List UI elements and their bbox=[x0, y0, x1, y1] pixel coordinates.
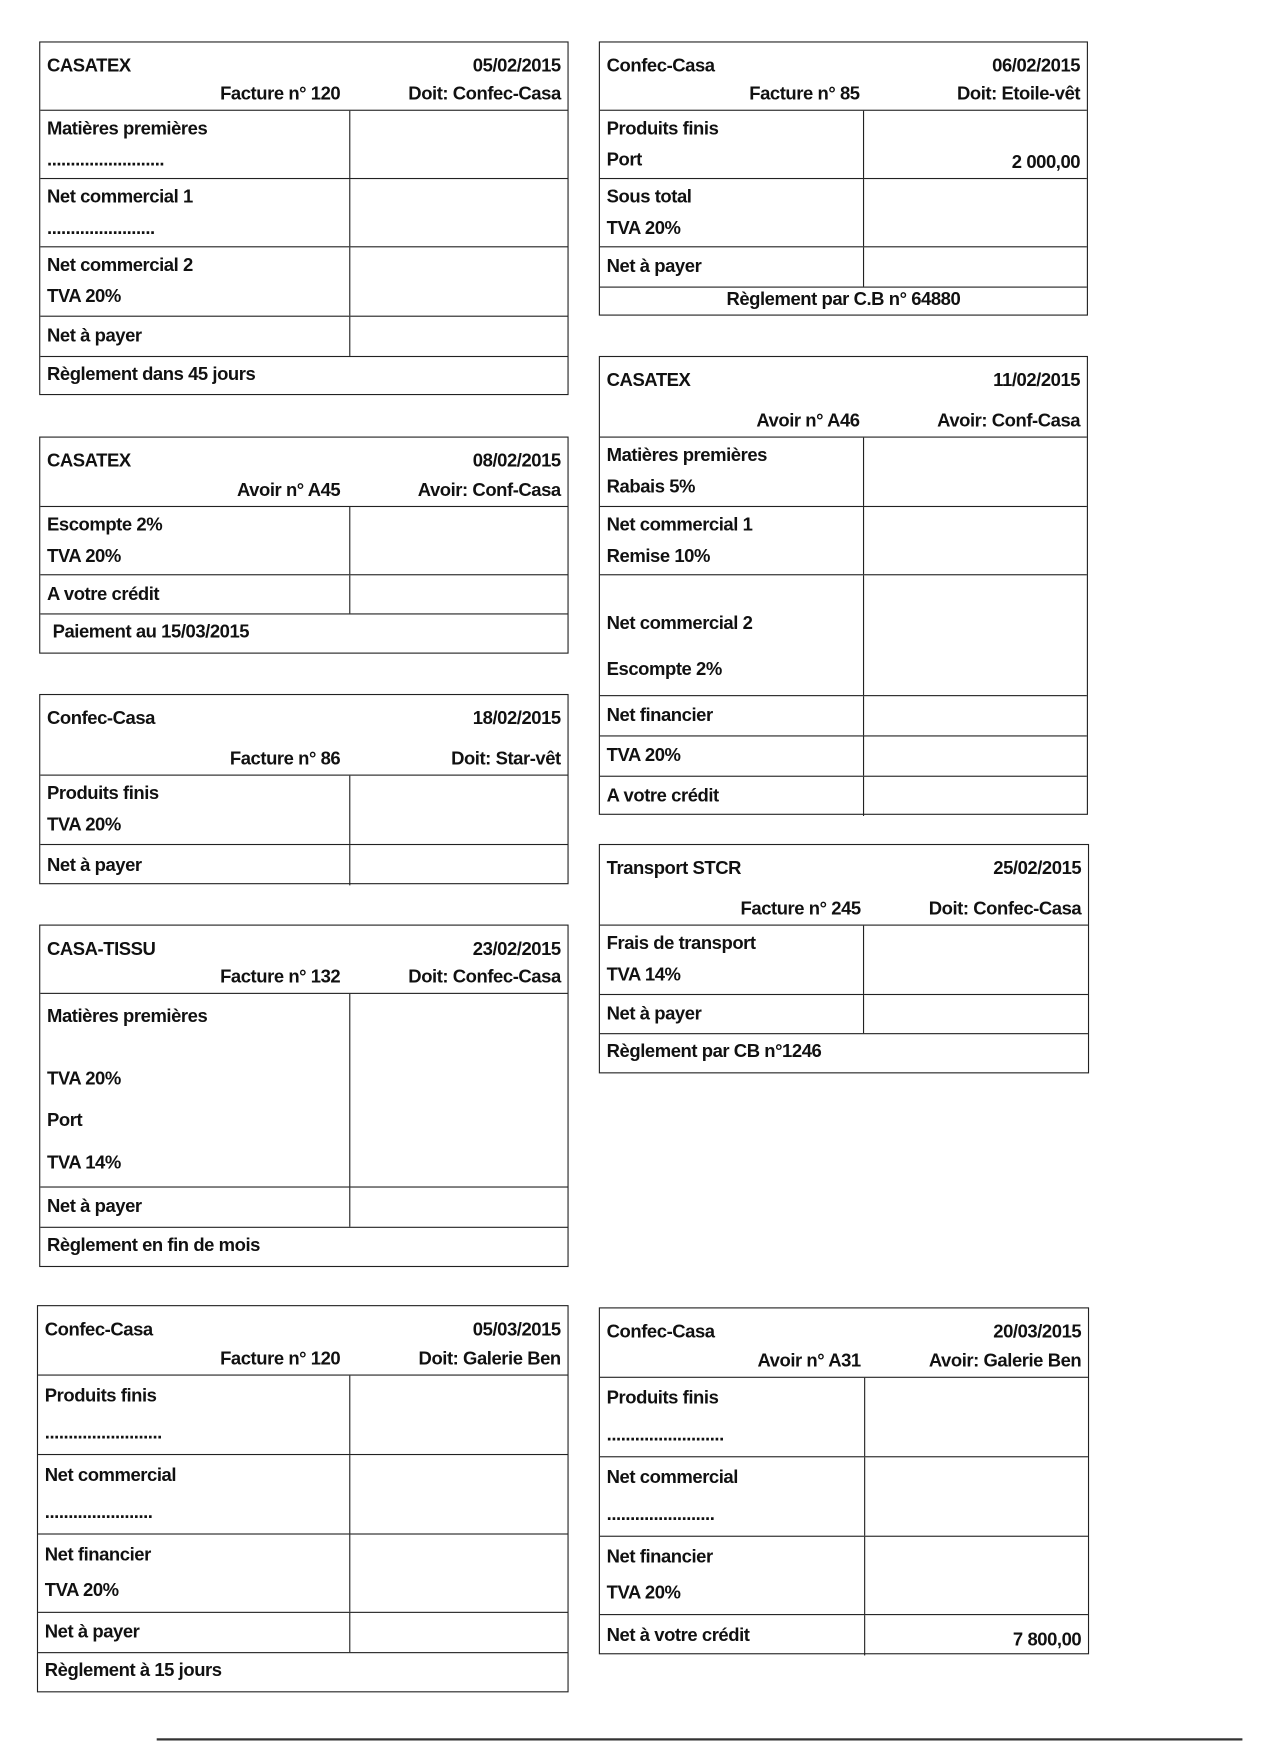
column-divider bbox=[349, 575, 350, 613]
page-bottom-rule bbox=[157, 1738, 1243, 1740]
column-divider bbox=[349, 247, 350, 315]
table-row bbox=[38, 1455, 567, 1534]
row-labels bbox=[47, 776, 159, 844]
column-divider bbox=[863, 736, 864, 775]
document-date: 05/02/2015 bbox=[472, 55, 561, 77]
table-row bbox=[600, 111, 1087, 179]
column-divider bbox=[349, 845, 350, 885]
row-label: Matières premières bbox=[47, 1006, 208, 1027]
row-label: Remise 10% bbox=[606, 545, 710, 566]
table-row bbox=[600, 247, 1087, 287]
column-divider bbox=[864, 1537, 865, 1614]
row-label: ....................... bbox=[606, 1504, 715, 1525]
row-label: ......................... bbox=[44, 1422, 162, 1443]
payment-terms-text: Règlement par CB n°1246 bbox=[606, 1041, 822, 1062]
row-label: Produits finis bbox=[606, 1387, 719, 1409]
column-divider bbox=[349, 1535, 350, 1612]
table-row bbox=[600, 507, 1087, 575]
column-divider bbox=[349, 1613, 350, 1652]
document-casatex-facture-120 bbox=[39, 41, 568, 395]
document-number: Facture n° 120 bbox=[220, 83, 341, 105]
issuer-name: CASA-TISSU bbox=[47, 939, 156, 960]
payment-terms bbox=[40, 355, 567, 394]
document-date: 20/03/2015 bbox=[993, 1321, 1082, 1343]
column-divider bbox=[863, 777, 864, 816]
document-header bbox=[40, 43, 567, 111]
counterparty: Doit: Confec-Casa bbox=[408, 967, 561, 988]
column-divider bbox=[863, 111, 864, 178]
column-divider bbox=[863, 696, 864, 735]
document-date: 23/02/2015 bbox=[472, 939, 561, 960]
row-label: TVA 20% bbox=[47, 815, 121, 836]
row-label: Produits finis bbox=[47, 783, 159, 804]
row-label: Net financier bbox=[606, 705, 713, 726]
document-date: 08/02/2015 bbox=[472, 451, 561, 472]
issuer-name: CASATEX bbox=[606, 370, 691, 391]
document-number: Facture n° 245 bbox=[740, 898, 861, 919]
table-row bbox=[600, 1615, 1088, 1655]
row-label: Net commercial bbox=[44, 1465, 177, 1486]
table-row bbox=[600, 926, 1088, 995]
row-labels bbox=[607, 777, 719, 816]
document-transport-stcr-facture-245 bbox=[599, 844, 1089, 1073]
payment-terms bbox=[600, 1032, 1088, 1072]
row-labels bbox=[47, 1188, 142, 1227]
column-divider bbox=[864, 1378, 865, 1456]
amount-cell: 2 000,00 bbox=[1011, 152, 1081, 173]
row-labels bbox=[607, 247, 702, 286]
document-number: Facture n° 85 bbox=[749, 83, 860, 105]
document-number: Avoir n° A31 bbox=[757, 1350, 861, 1372]
row-label: Net à payer bbox=[47, 1196, 142, 1217]
payment-terms bbox=[40, 612, 567, 652]
row-labels bbox=[47, 507, 162, 574]
counterparty: Doit: Confec-Casa bbox=[408, 83, 561, 105]
row-labels bbox=[45, 1535, 151, 1612]
document-header bbox=[600, 1308, 1088, 1377]
row-label: Net financier bbox=[606, 1546, 713, 1567]
row-label: Net commercial 1 bbox=[47, 186, 193, 207]
row-label: TVA 14% bbox=[47, 1152, 121, 1173]
table-row bbox=[600, 1378, 1088, 1457]
document-number: Avoir n° A46 bbox=[756, 410, 860, 431]
row-labels bbox=[47, 111, 207, 178]
row-labels bbox=[607, 438, 767, 506]
column-divider bbox=[349, 776, 350, 844]
row-labels bbox=[607, 696, 713, 735]
column-divider bbox=[349, 317, 350, 356]
table-row bbox=[600, 438, 1087, 507]
row-label: Net commercial 1 bbox=[606, 514, 753, 535]
row-label: Port bbox=[606, 149, 642, 170]
document-confec-casa-facture-85 bbox=[599, 41, 1088, 315]
document-number: Avoir n° A45 bbox=[236, 480, 341, 501]
table-row bbox=[40, 776, 567, 845]
column-divider bbox=[349, 507, 350, 574]
row-labels bbox=[607, 507, 753, 574]
row-label: Produits finis bbox=[44, 1385, 157, 1406]
row-labels bbox=[47, 247, 193, 315]
counterparty: Doit: Etoile-vêt bbox=[956, 83, 1081, 105]
table-row bbox=[40, 179, 567, 247]
payment-terms bbox=[38, 1651, 567, 1691]
issuer-name: CASATEX bbox=[47, 55, 131, 77]
document-date: 25/02/2015 bbox=[993, 858, 1082, 879]
row-labels bbox=[607, 111, 719, 178]
document-casatex-avoir-a46 bbox=[599, 356, 1088, 815]
table-row bbox=[40, 111, 567, 179]
document-header bbox=[600, 43, 1087, 111]
row-label: Escompte 2% bbox=[47, 514, 163, 535]
row-labels bbox=[607, 926, 756, 994]
column-divider bbox=[349, 1188, 350, 1227]
table-row bbox=[38, 1376, 567, 1455]
table-row bbox=[600, 1537, 1088, 1615]
row-labels bbox=[607, 1537, 713, 1614]
document-header bbox=[38, 1306, 567, 1375]
row-labels bbox=[607, 575, 753, 695]
row-label: Matières premières bbox=[606, 445, 767, 466]
row-label: Net commercial bbox=[606, 1467, 738, 1488]
row-label: A votre crédit bbox=[606, 785, 719, 806]
row-labels bbox=[47, 575, 159, 613]
row-label: TVA 20% bbox=[47, 286, 121, 307]
row-label: Net commercial 2 bbox=[606, 613, 753, 635]
document-date: 05/03/2015 bbox=[472, 1319, 561, 1340]
row-labels bbox=[45, 1613, 140, 1652]
table-row bbox=[38, 1613, 567, 1653]
column-divider bbox=[349, 1376, 350, 1454]
row-label: ....................... bbox=[44, 1502, 153, 1523]
table-row bbox=[600, 736, 1087, 776]
payment-terms-text: Règlement à 15 jours bbox=[44, 1660, 222, 1681]
document-number: Facture n° 120 bbox=[220, 1348, 341, 1369]
column-divider bbox=[863, 507, 864, 574]
row-label: TVA 20% bbox=[47, 545, 121, 566]
row-label: Matières premières bbox=[47, 118, 208, 139]
document-casatex-avoir-a45 bbox=[39, 437, 568, 654]
document-header bbox=[600, 845, 1088, 926]
row-label: Net à payer bbox=[47, 325, 142, 346]
table-row bbox=[40, 575, 567, 614]
row-label: TVA 14% bbox=[606, 965, 681, 986]
document-confec-casa-avoir-a31 bbox=[599, 1307, 1089, 1654]
counterparty: Avoir: Galerie Ben bbox=[928, 1350, 1082, 1372]
row-labels bbox=[47, 317, 142, 356]
column-divider bbox=[349, 1455, 350, 1533]
row-label: ....................... bbox=[47, 217, 155, 238]
column-divider bbox=[863, 438, 864, 506]
payment-terms-text: Règlement en fin de mois bbox=[47, 1235, 260, 1256]
table-row bbox=[38, 1535, 567, 1613]
row-label: ......................... bbox=[606, 1424, 724, 1446]
counterparty: Avoir: Conf-Casa bbox=[417, 480, 561, 501]
row-label: TVA 20% bbox=[606, 1582, 681, 1604]
row-labels bbox=[47, 179, 193, 246]
table-row bbox=[40, 845, 567, 885]
row-label: Net à payer bbox=[606, 256, 702, 277]
counterparty: Doit: Confec-Casa bbox=[928, 898, 1082, 919]
document-date: 18/02/2015 bbox=[472, 708, 561, 729]
amount-cell: 7 800,00 bbox=[1012, 1629, 1082, 1650]
counterparty: Doit: Star-vêt bbox=[451, 748, 561, 769]
table-row bbox=[40, 317, 567, 357]
row-labels bbox=[607, 179, 692, 246]
row-labels bbox=[607, 736, 681, 775]
document-header bbox=[40, 438, 567, 507]
row-label: Net à payer bbox=[47, 854, 142, 875]
table-row bbox=[40, 994, 567, 1188]
row-labels bbox=[47, 845, 142, 885]
document-header bbox=[600, 357, 1087, 438]
issuer-name: Confec-Casa bbox=[47, 708, 155, 729]
payment-terms-text: Paiement au 15/03/2015 bbox=[52, 621, 250, 642]
row-label: Produits finis bbox=[606, 118, 719, 139]
issuer-name: Confec-Casa bbox=[606, 1321, 715, 1343]
document-number: Facture n° 132 bbox=[220, 967, 341, 988]
table-row bbox=[40, 1188, 567, 1228]
payment-terms bbox=[600, 285, 1087, 314]
document-casa-tissu-facture-132 bbox=[39, 925, 568, 1268]
table-row bbox=[40, 507, 567, 575]
column-divider bbox=[863, 995, 864, 1033]
payment-terms-text: Règlement dans 45 jours bbox=[47, 363, 256, 384]
row-labels bbox=[607, 1615, 750, 1655]
row-label: A votre crédit bbox=[47, 583, 160, 604]
row-label: Port bbox=[47, 1110, 83, 1131]
row-labels bbox=[607, 995, 702, 1033]
row-label: Net commercial 2 bbox=[47, 254, 193, 276]
row-label: Net à votre crédit bbox=[606, 1624, 750, 1645]
row-label: Sous total bbox=[606, 186, 692, 207]
column-divider bbox=[864, 1615, 865, 1655]
issuer-name: Confec-Casa bbox=[606, 55, 715, 77]
row-label: ......................... bbox=[47, 149, 165, 170]
document-date: 11/02/2015 bbox=[993, 370, 1081, 391]
issuer-name: Transport STCR bbox=[606, 858, 741, 879]
row-label: Net à payer bbox=[44, 1621, 140, 1643]
document-header bbox=[40, 926, 567, 994]
row-label: Net financier bbox=[44, 1544, 151, 1565]
row-label: Rabais 5% bbox=[606, 477, 696, 498]
row-label: Frais de transport bbox=[606, 933, 756, 954]
counterparty: Doit: Galerie Ben bbox=[418, 1348, 561, 1369]
row-label: TVA 20% bbox=[47, 1068, 121, 1090]
counterparty: Avoir: Conf-Casa bbox=[937, 410, 1081, 431]
column-divider bbox=[863, 575, 864, 695]
row-label: Escompte 2% bbox=[606, 659, 722, 680]
column-divider bbox=[349, 179, 350, 246]
issuer-name: CASATEX bbox=[47, 451, 131, 472]
document-date: 06/02/2015 bbox=[992, 55, 1081, 77]
table-row bbox=[600, 179, 1087, 247]
row-label: TVA 20% bbox=[606, 217, 681, 238]
document-confec-casa-facture-86 bbox=[39, 694, 568, 884]
column-divider bbox=[863, 926, 864, 994]
table-row bbox=[600, 575, 1087, 696]
row-labels bbox=[45, 1455, 176, 1533]
table-row bbox=[600, 777, 1087, 816]
row-label: Net à payer bbox=[606, 1003, 702, 1024]
table-row bbox=[600, 696, 1087, 736]
row-label: TVA 20% bbox=[606, 745, 681, 766]
document-number: Facture n° 86 bbox=[229, 748, 341, 769]
payment-terms bbox=[40, 1226, 567, 1266]
document-confec-casa-facture-120 bbox=[37, 1305, 569, 1692]
row-labels bbox=[47, 994, 207, 1187]
table-row bbox=[600, 1457, 1088, 1536]
issuer-name: Confec-Casa bbox=[44, 1319, 153, 1340]
table-row bbox=[600, 995, 1088, 1034]
column-divider bbox=[864, 1457, 865, 1535]
payment-terms-text: Règlement par C.B n° 64880 bbox=[726, 289, 961, 310]
row-labels bbox=[607, 1457, 738, 1535]
row-labels bbox=[607, 1378, 724, 1456]
column-divider bbox=[349, 994, 350, 1187]
column-divider bbox=[863, 247, 864, 286]
column-divider bbox=[349, 111, 350, 178]
document-header bbox=[40, 695, 567, 776]
table-row bbox=[40, 247, 567, 316]
row-labels bbox=[45, 1376, 162, 1454]
column-divider bbox=[863, 179, 864, 246]
row-label: TVA 20% bbox=[44, 1580, 119, 1601]
